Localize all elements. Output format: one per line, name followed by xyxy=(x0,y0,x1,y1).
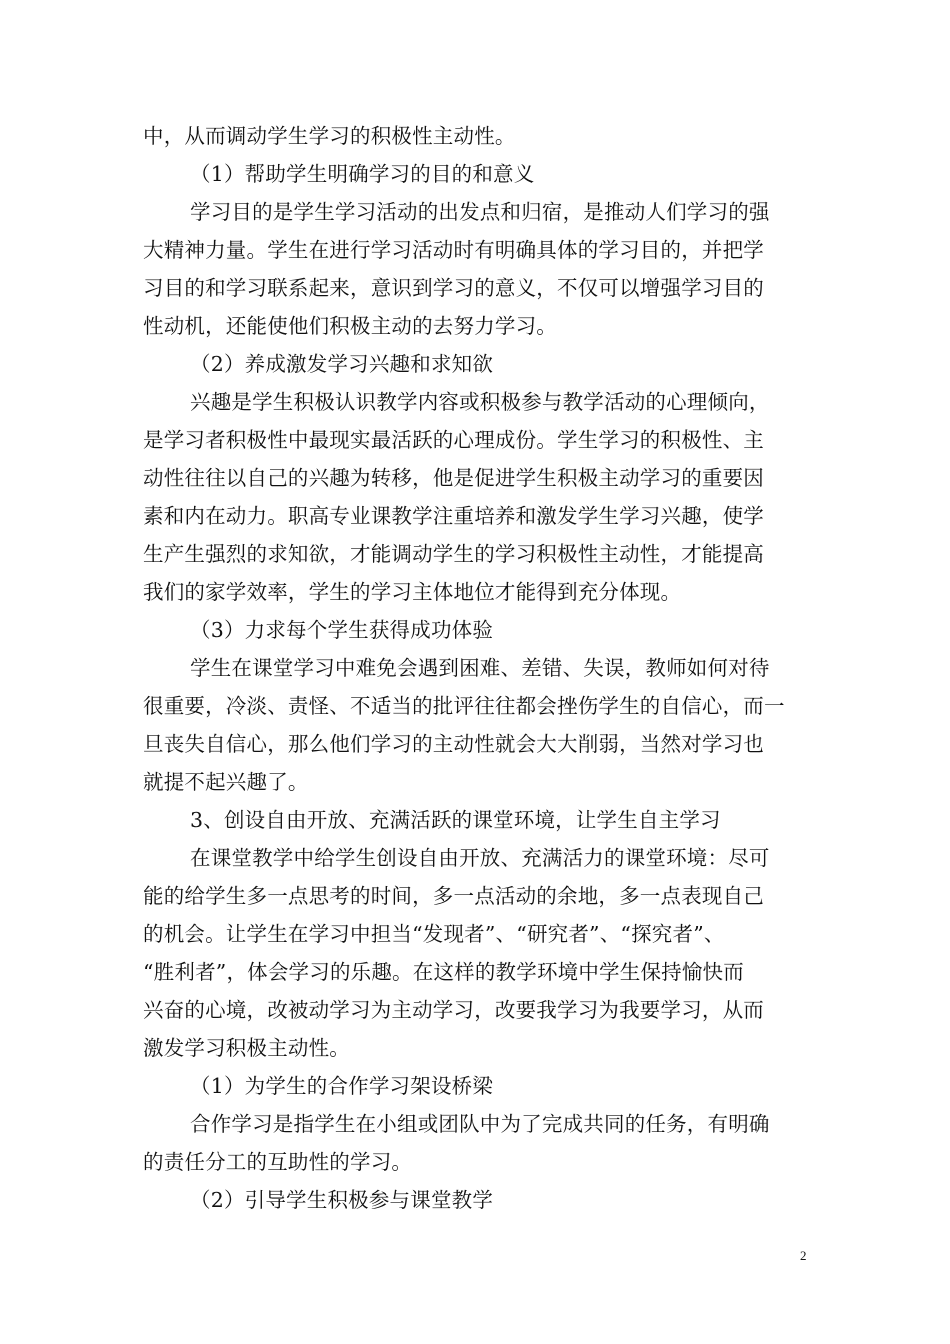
body-line: “胜利者”，体会学习的乐趣。在这样的教学环境中学生保持愉快而 xyxy=(143,960,744,984)
body-line: 性动机，还能使他们积极主动的去努力学习。 xyxy=(143,314,557,338)
subheading: （3）力求每个学生获得成功体验 xyxy=(190,618,494,642)
body-line: 的机会。让学生在学习中担当“发现者”、“研究者”、“探究者”、 xyxy=(143,922,725,946)
body-line: 的责任分工的互助性的学习。 xyxy=(143,1150,413,1174)
body-line: 兴奋的心境，改被动学习为主动学习，改要我学习为我要学习，从而 xyxy=(143,998,764,1022)
paragraph-start: 学生在课堂学习中难免会遇到困难、差错、失误，教师如何对待 xyxy=(190,656,770,680)
body-line: 就提不起兴趣了。 xyxy=(143,770,309,794)
paragraph-start: 学习目的是学生学习活动的出发点和归宿，是推动人们学习的强 xyxy=(190,200,770,224)
page-number: 2 xyxy=(800,1248,807,1263)
section-heading: 3、创设自由开放、充满活跃的课堂环境，让学生自主学习 xyxy=(190,808,721,832)
subheading: （1）帮助学生明确学习的目的和意义 xyxy=(190,162,535,186)
subheading: （1）为学生的合作学习架设桥梁 xyxy=(190,1074,494,1098)
body-line: 很重要，冷淡、责怪、不适当的批评往往都会挫伤学生的自信心，而一 xyxy=(143,694,785,718)
subheading: （2）养成激发学习兴趣和求知欲 xyxy=(190,352,494,376)
paragraph-start: 在课堂教学中给学生创设自由开放、充满活力的课堂环境：尽可 xyxy=(190,846,770,870)
body-line: 习目的和学习联系起来，意识到学习的意义，不仅可以增强学习目的 xyxy=(143,276,764,300)
body-line: 动性往往以自己的兴趣为转移，他是促进学生积极主动学习的重要因 xyxy=(143,466,764,490)
body-line: 中，从而调动学生学习的积极性主动性。 xyxy=(143,124,516,148)
body-line: 旦丧失自信心，那么他们学习的主动性就会大大削弱，当然对学习也 xyxy=(143,732,764,756)
body-line: 是学习者积极性中最现实最活跃的心理成份。学生学习的积极性、主 xyxy=(143,428,764,452)
paragraph-start: 兴趣是学生积极认识教学内容或积极参与教学活动的心理倾向， xyxy=(190,390,770,414)
body-line: 素和内在动力。职高专业课教学注重培养和激发学生学习兴趣，使学 xyxy=(143,504,764,528)
body-line: 我们的家学效率，学生的学习主体地位才能得到充分体现。 xyxy=(143,580,682,604)
body-line: 激发学习积极主动性。 xyxy=(143,1036,350,1060)
body-line: 大精神力量。学生在进行学习活动时有明确具体的学习目的，并把学 xyxy=(143,238,764,262)
body-line: 能的给学生多一点思考的时间，多一点活动的余地，多一点表现自己 xyxy=(143,884,764,908)
body-line: 生产生强烈的求知欲，才能调动学生的学习积极性主动性，才能提高 xyxy=(143,542,764,566)
paragraph-start: 合作学习是指学生在小组或团队中为了完成共同的任务，有明确 xyxy=(190,1112,770,1136)
subheading: （2）引导学生积极参与课堂教学 xyxy=(190,1188,494,1212)
